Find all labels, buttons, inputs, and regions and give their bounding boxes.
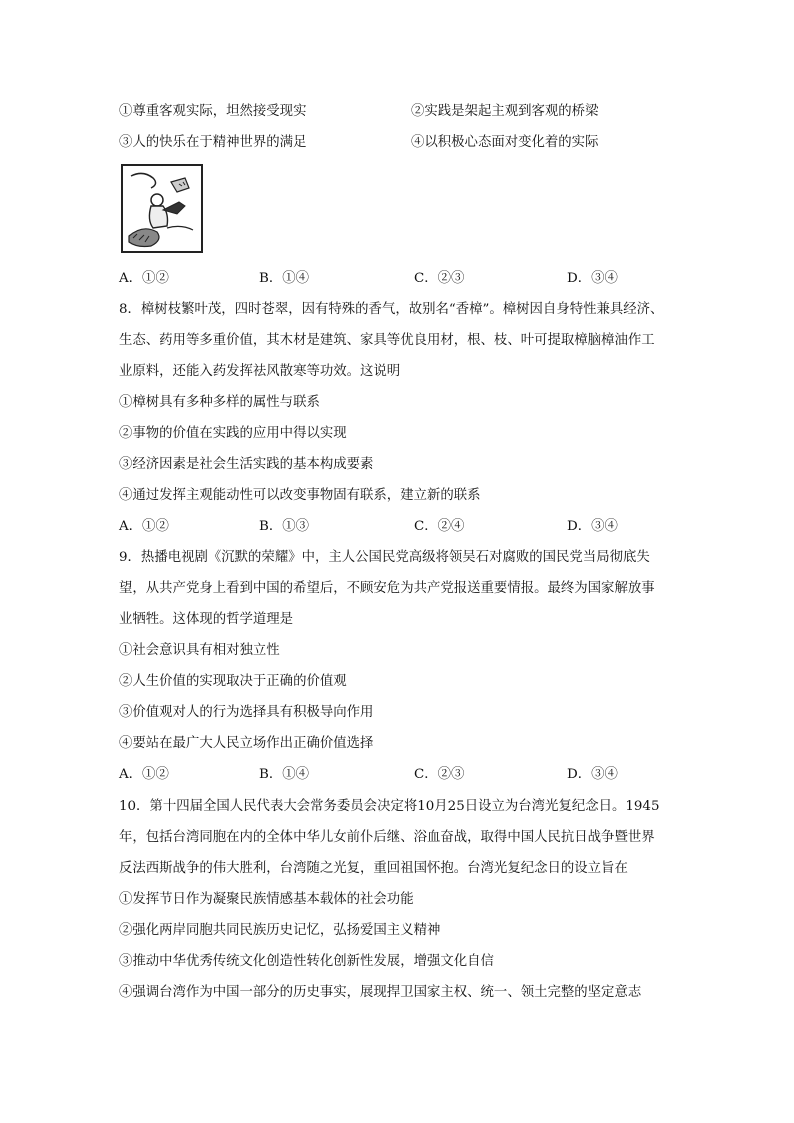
q8-item-1: ①樟树具有多种多样的属性与联系	[119, 395, 320, 410]
q7-item-4: ④以积极心态面对变化着的实际	[411, 135, 599, 150]
q10-item-4: ④强调台湾作为中国一部分的历史事实，展现捍卫国家主权、统一、领土完整的坚定意志	[119, 985, 642, 1000]
q9-option-a[interactable]: A．①②	[119, 767, 169, 782]
cartoon-illustration	[121, 164, 203, 253]
q7-option-d[interactable]: D．③④	[567, 271, 618, 286]
q9-item-2: ②人生价值的实现取决于正确的价值观	[119, 674, 347, 689]
q10-stem-line-3: 反法西斯战争的伟大胜利，台湾随之光复，重回祖国怀抱。台湾光复纪念日的设立旨在	[119, 861, 628, 876]
q8-stem-line-1: 8．樟树枝繁叶茂，四时苍翠，因有特殊的香气，故别名“香樟”。樟树因自身特性兼具经济、	[119, 302, 664, 317]
q7-item-1: ①尊重客观实际，坦然接受现实	[119, 104, 307, 119]
q8-option-a[interactable]: A．①②	[119, 519, 169, 534]
q8-item-4: ④通过发挥主观能动性可以改变事物固有联系，建立新的联系	[119, 488, 481, 503]
q9-option-b[interactable]: B．①④	[259, 767, 310, 782]
q9-option-c[interactable]: C．②③	[414, 767, 465, 782]
q9-options	[119, 765, 679, 785]
q8-stem-line-3: 业原料，还能入药发挥祛风散寒等功效。这说明	[119, 364, 401, 379]
q7-option-c[interactable]: C．②③	[414, 271, 465, 286]
q9-stem-line-2: 望，从共产党身上看到中国的希望后，不顾安危为共产党报送重要情报。最终为国家解放事	[119, 581, 655, 596]
q9-stem-line-3: 业牺牲。这体现的哲学道理是	[119, 612, 294, 627]
q10-item-3: ③推动中华优秀传统文化创造性转化创新性发展，增强文化自信	[119, 954, 494, 969]
q8-item-3: ③经济因素是社会生活实践的基本构成要素	[119, 457, 374, 472]
q8-options	[119, 517, 679, 537]
q8-option-c[interactable]: C．②④	[414, 519, 465, 534]
q9-item-3: ③价值观对人的行为选择具有积极导向作用	[119, 705, 374, 720]
q8-item-2: ②事物的价值在实践的应用中得以实现	[119, 426, 347, 441]
q7-options	[119, 269, 679, 289]
q10-item-1: ①发挥节日作为凝聚民族情感基本载体的社会功能	[119, 892, 414, 907]
q9-item-4: ④要站在最广大人民立场作出正确价值选择	[119, 736, 374, 751]
q7-option-a[interactable]: A．①②	[119, 271, 169, 286]
q8-option-b[interactable]: B．①③	[259, 519, 310, 534]
q7-item-2: ②实践是架起主观到客观的桥梁	[411, 104, 599, 119]
q9-item-1: ①社会意识具有相对独立性	[119, 643, 280, 658]
q8-stem-line-2: 生态、药用等多重价值，其木材是建筑、家具等优良用材，根、枝、叶可提取樟脑樟油作工	[119, 333, 655, 348]
q7-option-b[interactable]: B．①④	[259, 271, 310, 286]
q8-option-d[interactable]: D．③④	[567, 519, 618, 534]
q10-item-2: ②强化两岸同胞共同民族历史记忆，弘扬爱国主义精神	[119, 923, 441, 938]
cartoon-drawing	[123, 166, 201, 251]
q9-stem-line-1: 9．热播电视剧《沉默的荣耀》中，主人公国民党高级将领吴石对腐败的国民党当局彻底失	[119, 550, 650, 565]
q10-stem-line-2: 年，包括台湾同胞在内的全体中华儿女前仆后继、浴血奋战，取得中国人民抗日战争暨世界	[119, 830, 655, 845]
q9-option-d[interactable]: D．③④	[567, 767, 618, 782]
q7-item-3: ③人的快乐在于精神世界的满足	[119, 135, 307, 150]
q10-stem-line-1: 10．第十四届全国人民代表大会常务委员会决定将10月25日设立为台湾光复纪念日。1945	[119, 799, 660, 814]
